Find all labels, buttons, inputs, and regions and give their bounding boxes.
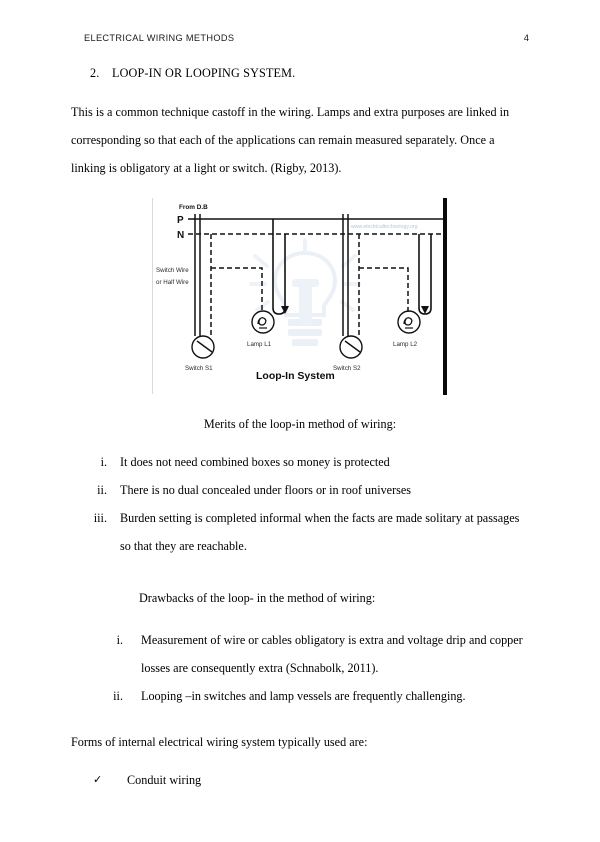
intro-paragraph: This is a common technique castoff in the wiring. Lamps and extra purposes are linked in corresponding so that each of the applications can remain measured separately. Once a linking is obligatory at a light or switch. (Rigby, 2013). <box>71 105 510 175</box>
list-text: Conduit wiring <box>127 773 202 787</box>
figure-watermark-text: www.electricaltechnology.org <box>351 224 418 230</box>
list-item <box>71 626 529 682</box>
forms-lead-in: Forms of internal electrical wiring system typically used are: <box>71 735 368 749</box>
list-item <box>71 682 529 710</box>
drawbacks-caption: Drawbacks of the loop- in the method of wiring: <box>139 591 376 605</box>
list-item <box>71 476 529 504</box>
section-title: LOOP-IN OR LOOPING SYSTEM. <box>112 66 296 80</box>
list-text: It does not need combined boxes so money is protected <box>120 455 390 469</box>
forms-list <box>71 766 529 794</box>
list-item <box>71 504 529 560</box>
document-body <box>71 64 529 794</box>
drawbacks-list <box>71 626 529 710</box>
page-number: 4 <box>523 33 529 44</box>
label-neutral: N <box>177 230 185 241</box>
lamp2-switch-loop <box>359 268 408 312</box>
list-text: Measurement of wire or cables obligatory is extra and voltage drip and copper losses are consequently extra (Schnabolk, 2011). <box>141 633 523 675</box>
switch-s1-symbol <box>192 336 214 358</box>
list-marker: ii. <box>113 689 123 703</box>
list-item <box>71 448 529 476</box>
label-switch-s1: Switch S1 <box>185 365 213 372</box>
list-marker: iii. <box>93 511 107 525</box>
label-switch-s2: Switch S2 <box>333 365 361 372</box>
section-number: 2. <box>90 66 100 80</box>
header-title: ELECTRICAL WIRING METHODS <box>84 33 235 43</box>
list-item <box>71 766 529 794</box>
merits-caption: Merits of the loop-in method of wiring: <box>203 417 397 431</box>
switch-s2-symbol <box>340 336 362 358</box>
list-text: Looping –in switches and lamp vessels are frequently challenging. <box>141 689 466 703</box>
figure-title: Loop-In System <box>256 370 335 382</box>
list-marker: ii. <box>97 483 107 497</box>
figure-left-rule <box>152 198 153 394</box>
section-heading <box>71 64 529 82</box>
label-lamp-l1: Lamp L1 <box>247 341 272 348</box>
list-marker: i. <box>100 455 107 469</box>
label-from-db: From D.B <box>179 204 208 211</box>
label-lamp-l2: Lamp L2 <box>393 341 418 348</box>
list-marker: i. <box>116 633 123 647</box>
list-text: There is no dual concealed under floors or in roof universes <box>120 483 412 497</box>
lamp-l2-symbol <box>398 311 420 333</box>
label-switch-wire-line2: or Half Wire <box>156 279 189 286</box>
loop-in-system-figure <box>71 196 529 408</box>
label-switch-wire-line1: Switch Wire <box>156 267 189 274</box>
list-text: Burden setting is completed informal when the facts are made solitary at passages so that they are reachable. <box>120 511 520 553</box>
lamp1-switch-loop <box>211 268 262 312</box>
lamp-l1-symbol <box>252 311 274 333</box>
checkmark-icon: ✓ <box>93 773 103 786</box>
merits-list <box>71 448 529 560</box>
wiring-diagram-svg <box>155 196 445 396</box>
lamp2-loop-in-wire <box>419 234 431 314</box>
document-header <box>84 33 529 44</box>
label-phase: P <box>177 215 184 226</box>
